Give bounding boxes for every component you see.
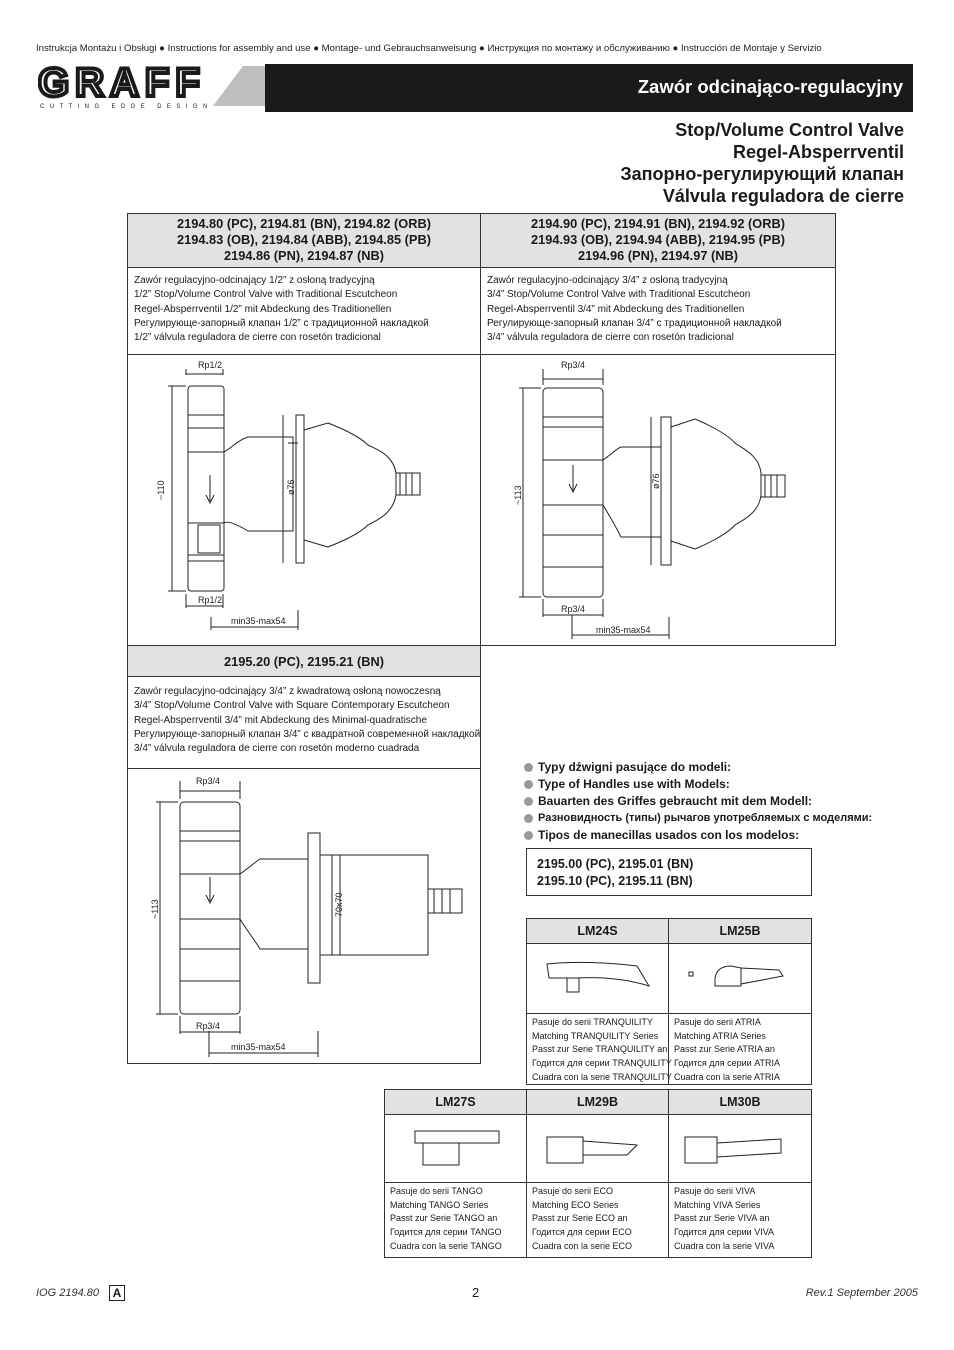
model-line: 2194.96 (PN), 2194.97 (NB) xyxy=(577,248,739,263)
model-line: 2194.86 (PN), 2194.87 (NB) xyxy=(223,248,385,263)
handle-lm24s-name: LM24S xyxy=(526,918,669,944)
handle-desc-line: Годится для серии TANGO xyxy=(390,1227,502,1238)
handle-desc-line: Годится для серии VIVA xyxy=(674,1227,775,1238)
desc-line: 3/4” Stop/Volume Control Valve with Traditional Escutcheon xyxy=(487,289,751,301)
desc-line: 3/4” válvula reguladora de cierre con rosetón moderno cuadrada xyxy=(134,743,420,755)
handle-desc-line: Годится для серии ATRIA xyxy=(674,1058,781,1069)
page-number: 2 xyxy=(472,1285,480,1300)
handle-desc-line: Pasuje do serii VIVA xyxy=(674,1186,756,1196)
handle-lm29b-image xyxy=(526,1114,669,1183)
dim-top-label: Rp3/4 xyxy=(196,776,221,786)
top-line: Instrukcja Montażu i Obsługi ● Instructions for assembly and use ● Montage- und Gebrauchsanweisung ● Инструкция по монтажу и обслуживанию ● Instrucción de Montaje y Servizio xyxy=(36,43,822,54)
product-1-models xyxy=(127,213,481,268)
dim-height-label: ~110 xyxy=(156,480,166,500)
logo-text: GRAFF xyxy=(38,62,206,105)
handle-lm24s-desc xyxy=(526,1013,672,1085)
product-2-desc xyxy=(480,267,836,355)
header-title: Zawór odcinająco-regulacyjny xyxy=(637,76,903,97)
product-1-desc xyxy=(127,267,481,355)
dim-dia-label: ø76 xyxy=(651,473,661,489)
handle-desc-line: Pasuje do serii ECO xyxy=(532,1186,614,1196)
handle-desc-line: Годится для серии ECO xyxy=(532,1227,632,1238)
doc-id: IOG 2194.80 xyxy=(36,1287,99,1299)
product-3-desc xyxy=(127,676,481,769)
handle-lm30b-desc xyxy=(668,1182,812,1258)
handle-lm24s-image xyxy=(526,943,669,1014)
desc-line: Regel-Absperrventil 1/2” mit Abdeckung des Traditionellen xyxy=(134,303,392,315)
model-line: 2195.20 (PC), 2195.21 (BN) xyxy=(223,654,385,669)
bullet-en: Type of Handles use with Models: xyxy=(524,776,872,793)
dim-depth-label: min35-max54 xyxy=(596,625,651,635)
bullet-es: Tipos de manecillas usados con los modelos: xyxy=(524,827,872,844)
handle-desc-line: Pasuje do serii TANGO xyxy=(390,1186,483,1196)
handle-lm27s-name: LM27S xyxy=(384,1089,527,1115)
handle-desc-line: Passt zur Serie ATRIA an xyxy=(674,1044,775,1055)
desc-line: Regel-Absperrventil 3/4” mit Abdeckung des Traditionellen xyxy=(487,303,745,315)
dim-square-label: 70x70 xyxy=(334,892,344,917)
model-line: 2194.83 (OB), 2194.84 (ABB), 2194.85 (PB) xyxy=(177,232,431,247)
handle-lm30b-image xyxy=(668,1114,812,1183)
handle-desc-line: Passt zur Serie VIVA an xyxy=(674,1213,770,1224)
desc-line: Регулирующе-запорный клапан 3/4” с квадратной современной накладкой xyxy=(134,728,481,740)
handle-models-box xyxy=(526,848,812,896)
handle-lm27s-image xyxy=(384,1114,527,1183)
dim-height-label: ~113 xyxy=(150,899,160,919)
handle-desc-line: Matching ECO Series xyxy=(532,1199,619,1210)
handle-lm30b-name: LM30B xyxy=(668,1089,812,1115)
model-line: 2194.93 (OB), 2194.94 (ABB), 2194.95 (PB) xyxy=(531,232,785,247)
handle-lm25b-name: LM25B xyxy=(668,918,812,944)
dim-bottom-label: Rp3/4 xyxy=(561,604,586,614)
model-line: 2195.10 (PC), 2195.11 (BN) xyxy=(537,874,693,888)
subtitle-es: Válvula reguladora de cierre xyxy=(662,186,904,206)
dim-height-label: ~113 xyxy=(513,485,523,505)
desc-line: Регулирующе-запорный клапан 3/4” с традиционной накладкой xyxy=(487,317,782,329)
desc-line: 1/2” Stop/Volume Control Valve with Traditional Escutcheon xyxy=(134,289,398,301)
product-2-drawing xyxy=(480,354,836,646)
doc-rev-letter: A xyxy=(109,1285,125,1301)
handle-desc-line: Matching ATRIA Series xyxy=(674,1030,766,1041)
desc-line: Zawór regulacyjno-odcinający 3/4” z osłoną tradycyjną xyxy=(487,275,728,286)
handle-lm27s-desc xyxy=(384,1182,527,1258)
handle-desc-line: Cuadra con la serie ATRIA xyxy=(674,1071,780,1082)
subtitle-de: Regel-Absperrventil xyxy=(732,142,904,162)
product-3-drawing xyxy=(127,768,481,1064)
product-1-drawing xyxy=(127,354,481,646)
model-line: 2194.90 (PC), 2194.91 (BN), 2194.92 (ORB) xyxy=(531,216,785,231)
handle-desc-line: Cuadra con la serie VIVA xyxy=(674,1240,775,1251)
desc-line: Regel-Absperrventil 3/4” mit Abdeckung des Minimal-quadratische xyxy=(134,714,427,726)
bullet-ru: Разновидность (типы) рычагов употребляемых с моделями: xyxy=(524,810,872,827)
subtitle-ru: Запорно-регулирующий клапан xyxy=(620,164,904,184)
handle-lm25b-desc xyxy=(668,1013,812,1085)
handle-desc-line: Matching TANGO Series xyxy=(390,1199,489,1210)
handle-lm29b-name: LM29B xyxy=(526,1089,669,1115)
handle-desc-line: Pasuje do serii ATRIA xyxy=(674,1017,761,1027)
model-line: 2194.80 (PC), 2194.81 (BN), 2194.82 (ORB) xyxy=(177,216,431,231)
product-3-models xyxy=(127,645,481,677)
handle-desc-line: Passt zur Serie TANGO an xyxy=(390,1213,498,1224)
dim-top-label: Rp1/2 xyxy=(198,360,223,370)
graff-logo xyxy=(38,62,273,115)
model-line: 2195.00 (PC), 2195.01 (BN) xyxy=(537,857,694,871)
product-2-models xyxy=(480,213,836,268)
dim-dia-label: ø76 xyxy=(286,479,296,495)
dim-bottom-label: Rp3/4 xyxy=(196,1021,221,1031)
desc-line: Регулирующе-запорный клапан 1/2” с традиционной накладкой xyxy=(134,317,429,329)
handle-desc-line: Cuadra con la serie TANGO xyxy=(390,1240,502,1251)
handle-desc-line: Cuadra con la serie TRANQUILITY xyxy=(532,1071,672,1082)
handle-desc-line: Passt zur Serie ECO an xyxy=(532,1213,628,1224)
dim-depth-label: min35-max54 xyxy=(231,1042,286,1052)
revision: Rev.1 September 2005 xyxy=(805,1287,918,1299)
handle-desc-line: Годится для серии TRANQUILITY xyxy=(532,1058,672,1069)
handle-lm29b-desc xyxy=(526,1182,669,1258)
handle-desc-line: Passt zur Serie TRANQUILITY an xyxy=(532,1044,668,1055)
subtitle-en: Stop/Volume Control Valve xyxy=(675,120,904,140)
bullet-de: Bauarten des Griffes gebraucht mit dem Modell: xyxy=(524,793,872,810)
header-bar xyxy=(265,64,913,112)
desc-line: Zawór regulacyjno-odcinający 3/4” z kwadratową osłoną nowoczesną xyxy=(134,686,441,697)
dim-depth-label: min35-max54 xyxy=(231,616,286,626)
desc-line: 3/4” válvula reguladora de cierre con rosetón tradicional xyxy=(487,332,734,344)
handle-desc-line: Matching TRANQUILITY Series xyxy=(532,1030,659,1041)
handle-desc-line: Pasuje do serii TRANQUILITY xyxy=(532,1017,653,1027)
subtitles xyxy=(620,119,904,207)
desc-line: 3/4” Stop/Volume Control Valve with Square Contemporary Escutcheon xyxy=(134,700,450,712)
handle-lm25b-image xyxy=(668,943,812,1014)
bullet-pl: Typy dźwigni pasujące do modeli: xyxy=(524,759,872,776)
logo-tagline: CUTTING EDGE DESIGN xyxy=(40,104,213,110)
dim-top-label: Rp3/4 xyxy=(561,360,586,370)
dim-bottom-label: Rp1/2 xyxy=(198,595,223,605)
handle-types-list xyxy=(524,759,872,844)
handle-desc-line: Matching VIVA Series xyxy=(674,1199,761,1210)
handle-desc-line: Cuadra con la serie ECO xyxy=(532,1240,633,1251)
desc-line: Zawór regulacyjno-odcinający 1/2” z osłoną tradycyjną xyxy=(134,275,375,286)
desc-line: 1/2” válvula reguladora de cierre con rosetón tradicional xyxy=(134,332,381,344)
